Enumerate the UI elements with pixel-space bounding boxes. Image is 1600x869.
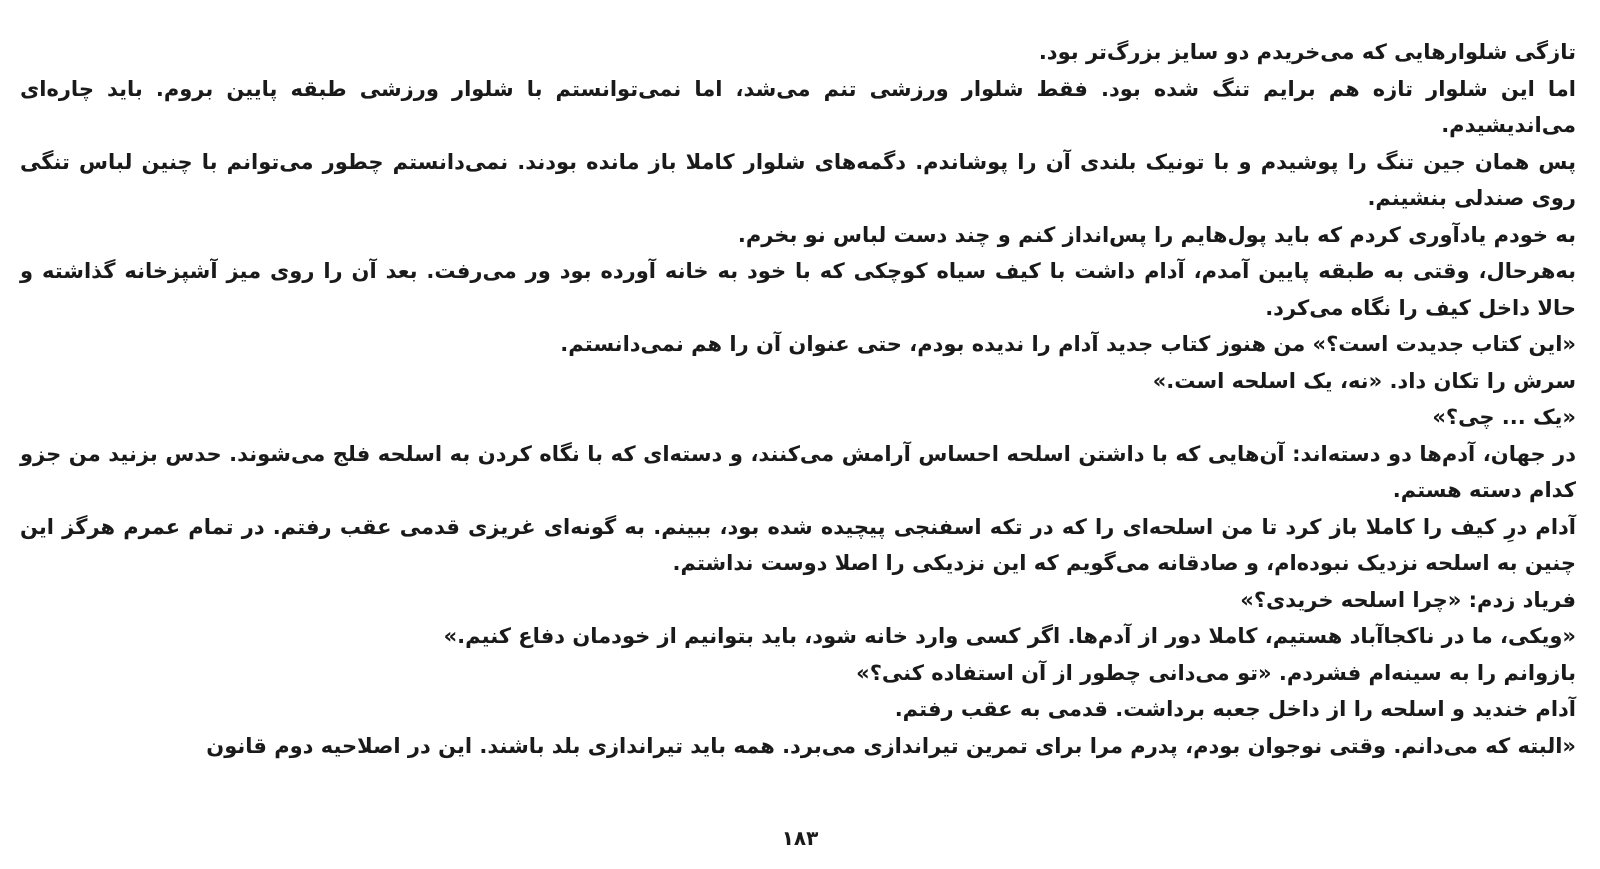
paragraph: پس همان جین تنگ را پوشیدم و با تونیک بلندی آن را پوشاندم. دگمه‌های شلوار کاملا باز مانده بودند. نمی‌دانستم چطور می‌توانم با چنین لباس تنگی روی صندلی بنشینم.: [20, 149, 1576, 210]
paragraph: آدام درِ کیف را کاملا باز کرد تا من اسلحه‌ای را که در تکه اسفنجی پیچیده شده بود، ببینم. به گونه‌ای غریزی قدمی عقب رفتم. در تمام عمرم هرگز این چنین به اسلحه نزدیک نبوده‌ام، و صادقانه می‌گویم که این نزدیکی را اصلا دوست نداشتم.: [20, 514, 1576, 575]
paragraph: «یک ... چی؟»: [1432, 405, 1576, 429]
paragraph: بازوانم را به سینه‌ام فشردم. «تو می‌دانی چطور از آن استفاده کنی؟»: [856, 660, 1576, 685]
paragraph: «این کتاب جدیدت است؟» من هنوز کتاب جدید آدام را ندیده بودم، حتی عنوان آن را هم نمی‌دانستم.: [560, 332, 1576, 356]
paragraph: فریاد زدم: «چرا اسلحه خریدی؟»: [1240, 587, 1576, 612]
paragraph: در جهان، آدم‌ها دو دسته‌اند: آن‌هایی که با داشتن اسلحه احساس آرامش می‌کنند، و دسته‌ای که با نگاه کردن به اسلحه فلج می‌شوند. حدس بزنید من جزو کدام دسته هستم.: [20, 441, 1576, 502]
paragraph: آدام خندید و اسلحه را از داخل جعبه برداشت. قدمی به عقب رفتم.: [894, 697, 1576, 721]
paragraph: «ویکی، ما در ناکجاآباد هستیم، کاملا دور از آدم‌ها. اگر کسی وارد خانه شود، باید بتوانیم از خودمان دفاع کنیم.»: [443, 624, 1576, 648]
paragraph: اما این شلوار تازه هم برایم تنگ شده بود. فقط شلوار ورزشی تنم می‌شد، اما نمی‌توانستم با شلوار ورزشی طبقه پایین بروم. باید چاره‌ای می‌اندیشیدم.: [20, 76, 1576, 137]
paragraph: تازگی شلوارهایی که می‌خریدم دو سایز بزرگ‌تر بود.: [1038, 40, 1576, 64]
body-text: [20, 34, 1576, 764]
paragraph: به‌هرحال، وقتی به طبقه پایین آمدم، آدام داشت با کیف سیاه کوچکی که با خود به خانه آورده بود ور می‌رفت. بعد آن را روی میز آشپزخانه گذاشته و حالا داخل کیف را نگاه می‌کرد.: [20, 259, 1576, 320]
page-number: ۱۸۳: [781, 826, 819, 850]
paragraph: سرش را تکان داد. «نه، یک اسلحه است.»: [1152, 368, 1576, 393]
paragraph: «البته که می‌دانم. وقتی نوجوان بودم، پدرم مرا برای تمرین تیراندازی می‌برد. همه باید تیراندازی بلد باشند. این در اصلاحیه دوم قانون: [206, 733, 1576, 758]
paragraph: به خودم یادآوری کردم که باید پول‌هایم را پس‌انداز کنم و چند دست لباس نو بخرم.: [737, 222, 1576, 247]
